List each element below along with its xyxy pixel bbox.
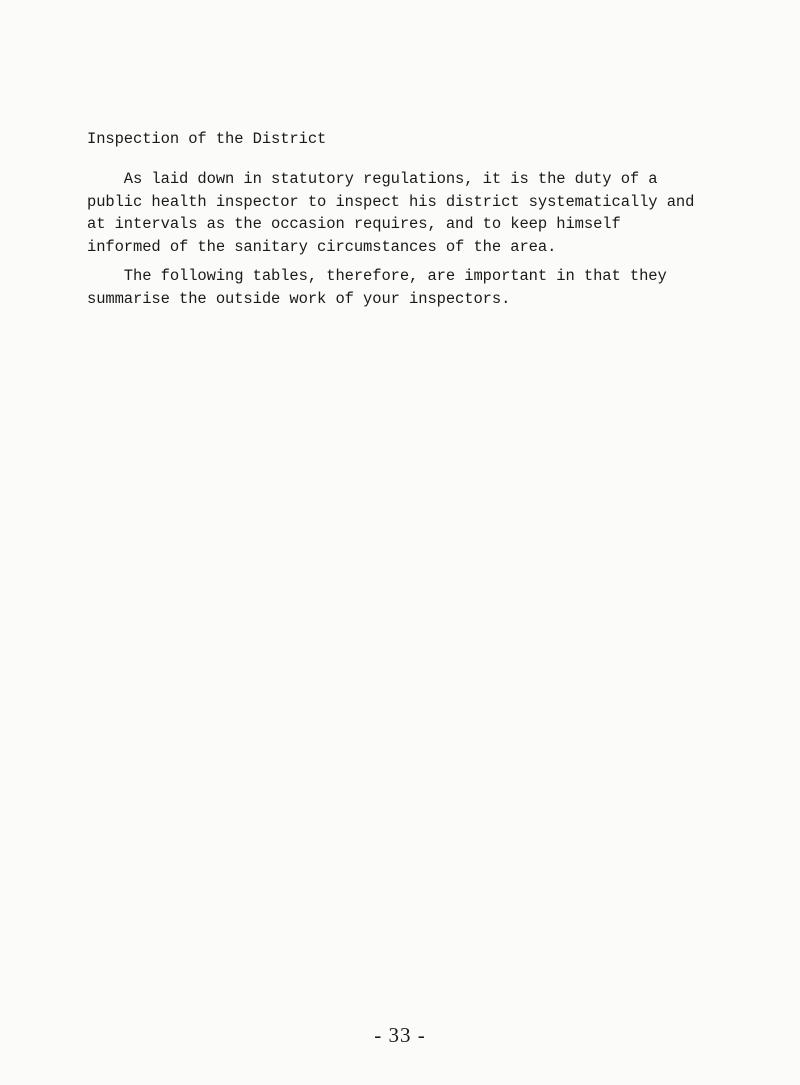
paragraph-line: informed of the sanitary circumstances of the area. [87, 238, 557, 257]
paragraph-line: The following tables, therefore, are important in that they [87, 267, 667, 285]
paragraph-statutory-duty [87, 168, 694, 259]
paragraph-tables-summary [87, 265, 667, 310]
section-heading: Inspection of the District [87, 130, 327, 148]
page-number: - 33 - [374, 1023, 426, 1047]
paragraph-line: As laid down in statutory regulations, it is the duty of a [87, 170, 658, 188]
paragraph-line: at intervals as the occasion requires, and to keep himself [87, 215, 621, 234]
paragraph-line: summarise the outside work of your inspectors. [87, 289, 511, 308]
paragraph-line: public health inspector to inspect his district systematically and [87, 192, 695, 211]
